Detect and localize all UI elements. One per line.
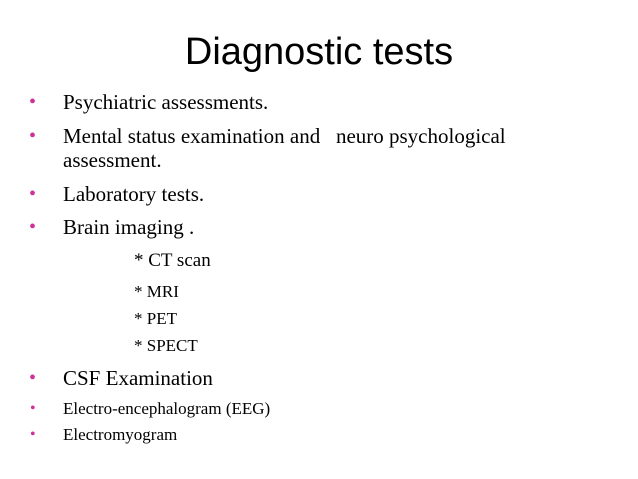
sub-item-ct-scan: * CT scan	[134, 250, 211, 271]
bullet-item-emg	[0, 425, 638, 445]
bullet-dot-icon: •	[29, 125, 37, 147]
bullet-item-eeg	[0, 399, 638, 419]
bullet-item-brain-imaging	[0, 215, 638, 239]
bullet-item-mental-status	[0, 124, 638, 172]
bullet-item-psychiatric	[0, 90, 638, 114]
bullet-text: Electromyogram	[63, 425, 178, 444]
sub-item-spect: * SPECT	[134, 336, 198, 355]
bullet-text: Mental status examination and neuro psychological	[63, 124, 506, 148]
slide-title: Diagnostic tests	[184, 31, 454, 73]
bullet-dot-icon: •	[29, 367, 37, 389]
bullet-text: CSF Examination	[63, 366, 213, 390]
bullet-text: Psychiatric assessments.	[63, 90, 269, 114]
bullet-dot-icon: •	[29, 216, 37, 238]
sub-item-mri: * MRI	[134, 282, 179, 301]
bullet-dot-icon: •	[30, 426, 36, 443]
bullet-dot-icon: •	[29, 91, 37, 113]
bullet-item-csf	[0, 366, 638, 390]
bullet-text: Electro-encephalogram (EEG)	[63, 399, 271, 418]
bullet-text: Brain imaging .	[63, 215, 195, 239]
bullet-item-laboratory	[0, 182, 638, 206]
bullet-dot-icon: •	[30, 400, 36, 417]
bullet-text-continued: assessment.	[63, 148, 162, 172]
sub-item-pet: * PET	[134, 309, 177, 328]
bullet-dot-icon: •	[29, 183, 37, 205]
bullet-text: Laboratory tests.	[63, 182, 205, 206]
